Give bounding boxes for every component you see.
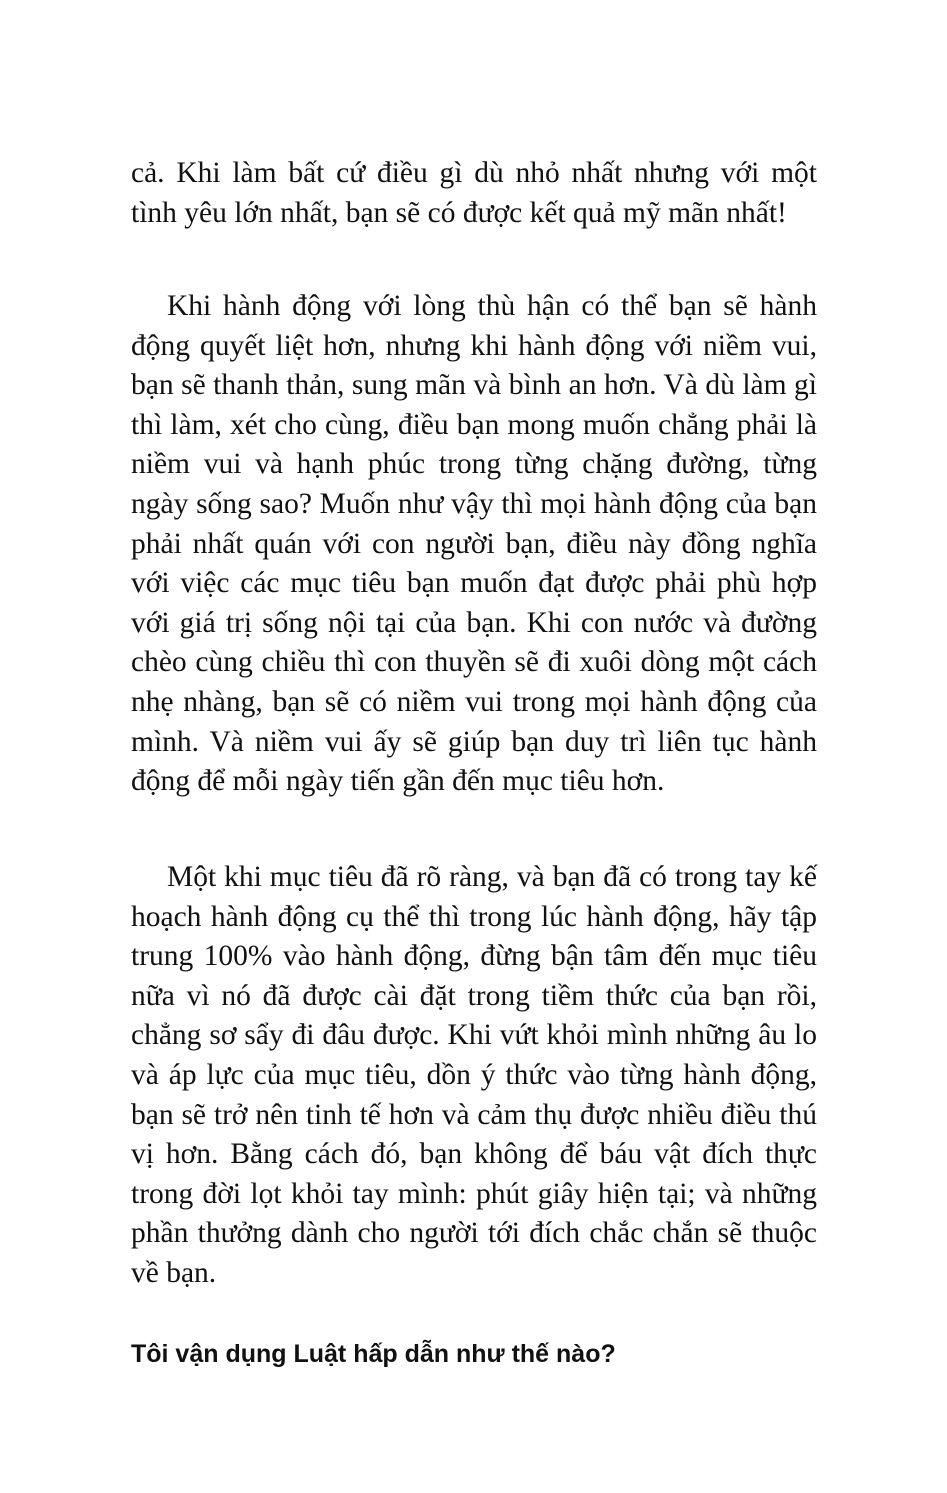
paragraph-text: Khi hành động với lòng thù hận có thể bạn sẽ hành động quyết liệt hơn, nhưng khi hành động với niềm vui, bạn sẽ thanh thản, sung mãn và bình an hơn. Và dù làm gì thì làm, xét cho cùng, điều bạn mong muốn chẳng phải là niềm vui và hạnh phúc trong từng chặng đường, từng ngày sống sao? Muốn như vậy thì mọi hành động của bạn phải nhất quán với con người bạn, điều này đồng nghĩa với việc các mục tiêu bạn muốn đạt được phải phù hợp với giá trị sống nội tại của bạn. Khi con nước và đường chèo cùng chiều thì con thuyền sẽ đi xuôi dòng một cách nhẹ nhàng, bạn sẽ có niềm vui trong mọi hành động của mình. Và niềm vui ấy sẽ giúp bạn duy trì liên tục hành động để mỗi ngày tiến gần đến mục tiêu hơn. [131, 290, 817, 798]
paragraph-continuation [131, 154, 817, 233]
section-heading: Tôi vận dụng Luật hấp dẫn như thế nào? [131, 1340, 616, 1368]
paragraph-3 [131, 858, 817, 1294]
paragraph-2 [131, 287, 817, 802]
paragraph-text: cả. Khi làm bất cứ điều gì dù nhỏ nhất nhưng với một tình yêu lớn nhất, bạn sẽ có được kết quả mỹ mãn nhất! [131, 157, 817, 229]
paragraph-text: Một khi mục tiêu đã rõ ràng, và bạn đã có trong tay kế hoạch hành động cụ thể thì trong lúc hành động, hãy tập trung 100% vào hành động, đừng bận tâm đến mục tiêu nữa vì nó đã được cài đặt trong tiềm thức của bạn rồi, chẳng sơ sẩy đi đâu được. Khi vứt khỏi mình những âu lo và áp lực của mục tiêu, dồn ý thức vào từng hành động, bạn sẽ trở nên tinh tế hơn và cảm thụ được nhiều điều thú vị hơn. Bằng cách đó, bạn không để báu vật đích thực trong đời lọt khỏi tay mình: phút giây hiện tại; và những phần thưởng dành cho người tới đích chắc chắn sẽ thuộc về bạn. [131, 861, 817, 1289]
